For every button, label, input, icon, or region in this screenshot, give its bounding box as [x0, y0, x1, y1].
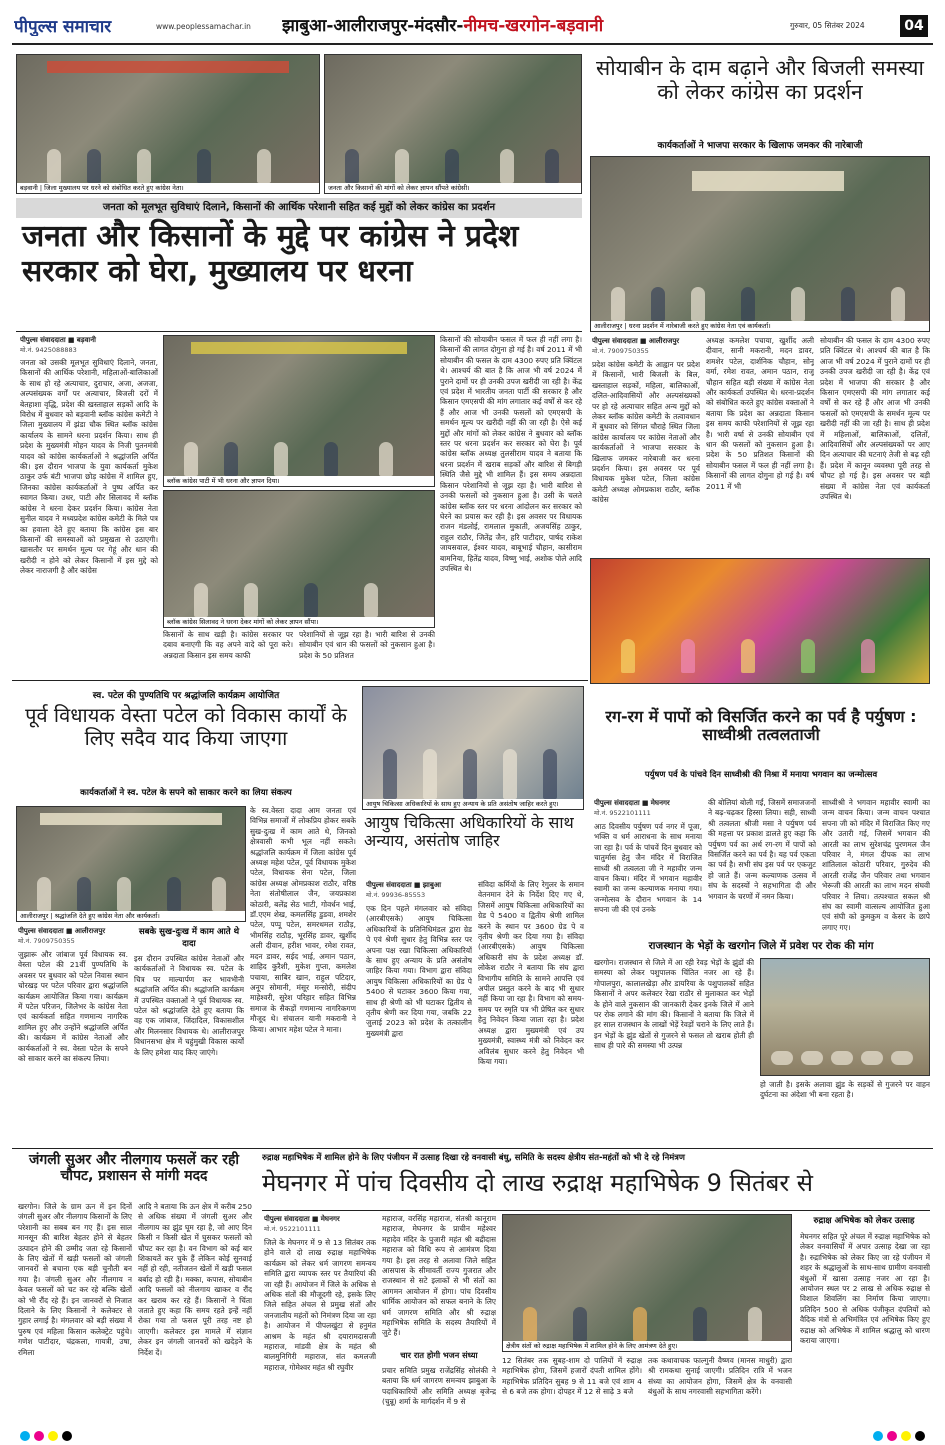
photo-caption: आलीराजपुर | धरना प्रदर्शन में नारेबाजी करते हुए कांग्रेस नेता एवं कार्यकर्ता।: [591, 321, 929, 331]
color-swatch: [915, 1431, 925, 1441]
photo-caption: जनता और किसानों की मांगों को लेकर ज्ञापन सौंपते कांग्रेसी।: [325, 183, 581, 193]
story1-col4: किसानों की सोयाबीन फसल में फल ही नहीं लगा है। किसानों की लागत दोगुना हो गई है। वर्ष 2011 में भी सोयाबीन की फसल के दाम 4300 रुपए प्रति क्विंटल थे। आश्चर्य की बात है कि आज भी वर्ष 2024 में पुराने दामों पर ही उनकी उपज खरीदी जा रही है। केंद्र एवं प्रदेश में भारतीय जनता पार्टी की सरकार है और किसान एमएसपी की मांग लगातार कई वर्षों से कर रहे हैं और आज भी उनकी फसलों को एमएसपी के समर्थन मूल्य पर खरीदी नहीं की जा रही है। ऐसे कई मुद्दों और मांगों को लेकर कांग्रेस ने बुधवार को ब्लॉक स्तर पर धरना प्रदर्शन कर सरकार को घेरा है। पूर्व कांग्रेस ब्लॉक अध्यक्ष तुलसीराम यादव ने बताया कि धरना प्रदर्शन में खराब सड़कों और बारिश से बिगड़ी स्थिति जैसे मुद्दे भी शामिल हैं। इस समय अन्नदाता किसान परेशानियों से जूझ रहा है। भारी बारिश से उनकी फसलों को नुकसान हुआ है। उसी के चलते कांग्रेस ब्लॉक स्तर पर धरना आंदोलन कर सरकार को घेरने का प्रयास कर रही है। इस अवसर पर विधायक राजन मंडलोई, रामलाल मुकाती, अजयसिंह ठाकुर, राहुल राठौर, जितेंद्र जैन, हरि पाटीदार, पार्षद राकेश जायसवाल, ईश्वर यादव, बाबूभाई चौहान, कासीराम बामनिया, हितेंद्र यादव, विष्णु भाई, अशोक पोले आदि उपस्थित थे।: [440, 335, 582, 573]
story1-photo-silawad: [163, 490, 435, 628]
story2-photo: [590, 156, 930, 332]
photo-figure: [395, 149, 409, 183]
photo-figure: [37, 877, 51, 911]
photo-figure: [212, 877, 226, 911]
photo-figure: [771, 1051, 793, 1065]
story2-headline: सोयाबीन के दाम बढ़ाने और बिजली समस्या को लेकर कांग्रेस का प्रदर्शन: [596, 56, 924, 105]
photo-banner: [692, 171, 844, 191]
section-rule: [12, 1148, 933, 1149]
byline-reporter: पीपुल्स संवाददाता: [592, 337, 638, 345]
story6-col2: हो जाती है। इसके अलावा झुंड के सड़कों से गुजरने पर वाहन दुर्घटना का अंदेशा भी बना रहता है।: [760, 1080, 930, 1100]
print-color-bar: [0, 1430, 945, 1442]
color-swatch: [62, 1431, 72, 1441]
photo-caption: आयुष चिकित्सा अधिकारियों के साथ हुए अन्याय के प्रति असंतोष जाहिर करते हुए।: [363, 799, 583, 809]
story8-side-col: मेघनगर सहित पूरे अंचल में रुद्राक्ष महाभिषेक को लेकर वनवासियों में अपार उत्साह देखा जा रहा है। रुद्राभिषेक को लेकर किए जा रहे पंजीयन में शहर के श्रद्धालुओं के साथ-साथ ग्रामीण वनवासी बंधुओं में खासा उत्साह नजर आ रहा है। आयोजन स्थल पर 2 लाख से अधिक रुद्राक्ष से विशाल शिवलिंग का निर्माण किया जाएगा। प्रतिदिन 500 से अधिक पंजीकृत दंपतियों को वैदिक मंत्रों से अभिमंत्रित एवं अभिषेक किए हुए रुद्राक्ष को अभिषेक में शामिल श्रद्धालु को धारण कराया जाएगा।: [800, 1232, 930, 1346]
photo-figure: [167, 877, 181, 911]
photo-banner: [47, 61, 289, 73]
region-secondary: नीमच-खरगोन-बड़वानी: [463, 16, 604, 36]
story8-rule: [262, 1210, 930, 1211]
photo-figure: [891, 1051, 913, 1065]
story5-photo: [590, 558, 930, 684]
masthead-rule: [12, 43, 933, 45]
byline-mobile: मो.नं. 9522101111: [594, 809, 651, 817]
masthead: [0, 0, 945, 48]
story5-headline: रग-रग में पापों को विसर्जित करने का पर्व है पर्युषण : साध्वीश्री तत्वलताजी: [605, 707, 917, 745]
story8-kicker: रुद्राक्ष महाभिषेक में शामिल होने के लिए पंजीयन में उत्साह दिखा रहे वनवासी बंधु, समिति के सदस्य क्षेत्रीय संत-महंतों को भी दे रहे निमंत्रण: [262, 1152, 685, 1162]
story6-col1: खरगोन। राजस्थान से जिले में आ रही रेवड़ भेड़ों के झुंडों की समस्या को लेकर पशुपालक चिंतित नजर आ रहे हैं। गोपालपुरा, कालालखेड़ा और डायरिया के पशुपालकों सहित किसानों ने अपर कलेक्टर रेखा राठौर से मुलाकात कर भेड़ों के होने वाले नुकसान की जानकारी देकर इनके जिले में आने पर रोक लगाने की मांग की। किसानों ने बताया कि जिले में हर साल राजस्थान के लाखों भेड़ें रेवड़ों चराने के लिए लाते हैं। इन भेड़ों के झुंड खेतों से गुजरने से फसल तो खराब होती ही साथ ही पारे की समस्या भी उत्पन्न: [594, 958, 754, 1051]
photo-figure: [621, 639, 635, 673]
story3-col2: इस दौरान उपस्थित कांग्रेस नेताओं और कार्यकर्ताओं ने विधायक स्व. पटेल के चित्र पर माल्यार्पण कर भावभीनी श्रद्धांजलि अर्पित की। श्रद्धांजलि कार्यक्रम में उपस्थित वक्ताओं ने पूर्व विधायक स्व. पटेल को श्रद्धांजलि देते हुए बताया कि वह एक जांबाज, जिंदादिल, विकासशील और मिलनसार विधायक थे। आलीराजपुर विधानसभा क्षेत्र में चहुंमुखी विकास कार्यों के लिए हमेशा याद किए जाएंगे।: [134, 954, 244, 1057]
page-number: 04: [900, 15, 928, 37]
photo-caption: बड़वानी | जिला मुख्यालय पर धरने को संबोधित करते हुए कांग्रेस नेता।: [17, 183, 319, 193]
masthead-date: गुरुवार, 05 सितंबर 2024: [790, 21, 865, 30]
story4-photo: [362, 686, 584, 810]
photo-figure: [831, 1051, 853, 1065]
story8-col1: जिले के मेघनगर में 9 से 13 सितंबर तक होने वाले दो लाख रुद्राक्ष महाभिषेक कार्यक्रम को लेकर धर्म जागरण समन्वय समिति द्वारा व्यापक स्तर पर तैयारियां की जा रही हैं। आयोजन में जिले के अधिक से अधिक संतों की मौजूदगी रहे, इसके लिए जिले सहित अंचल से प्रमुख संतों और जनजातीय महंतों को निमंत्रण दिया जा रहा है। आयोजन में पीपलखुंटा से हनुमंत आश्रम के महंत श्री दयारामदासजी महाराज, मांडवी क्षेत्र के महंत श्री बालमुनिगिरी महाराज, संत कमलजी महाराज, गोमेश्वर महंत श्री रघुवीर: [264, 1238, 376, 1372]
byline-reporter: पीपुल्स संवाददाता: [18, 927, 64, 935]
photo-figure: [861, 1051, 883, 1065]
byline-mobile: मो.नं. 99936-85553: [366, 891, 426, 899]
story1-photo-right: [324, 54, 582, 194]
story7-headline: जंगली सुअर और नीलगाय फसलें कर रही चौपट, प्रशासन से मांगी मदद: [28, 1152, 240, 1185]
photo-figure: [445, 149, 459, 183]
photo-figure: [523, 1307, 537, 1341]
photo-figure: [194, 583, 208, 617]
photo-figure: [257, 149, 271, 183]
photo-figure: [633, 1307, 647, 1341]
color-swatch: [887, 1431, 897, 1441]
story4-col2: संविदा कर्मियों के लिए रेगुलर के समान वेतनमान देने के निर्देश दिए गए थे, जिसमें आयुष चिकित्सा अधिकारियों का ग्रेड पे 5400 व द्वितीय श्रेणी शामिल करने के स्थान पर 3600 ग्रेड पे व तृतीय श्रेणी कर दिया गया है। संविदा (आरबीएसके) आयुष चिकित्सा अधिकारी संघ के प्रदेश अध्यक्ष डॉ. लोकेश राठौर ने बताया कि संघ द्वारा विभागीय समिति के सामने आपत्ति एवं अपील प्रस्तुत करने के बाद भी सुधार नहीं किया जा रहा है। विभाग को समय-समय पर स्मृति पत्र भी प्रेषित कर सुधार हेतु निवेदन किया जाता रहा है। प्रदेश अध्यक्ष द्वारा मुख्यमंत्री एवं उप मुख्यमंत्री, स्वास्थ्य मंत्री को निवेदन कर अविलंब सुधार करने हेतु निवेदन भी किया गया।: [478, 880, 584, 1066]
story1-headline: जनता और किसानों के मुद्दे पर कांग्रेस ने प्रदेश सरकार को घेरा, मुख्यालय पर धरना: [22, 219, 519, 289]
photo-figure: [741, 639, 755, 673]
story3-col3: के स्व.वेस्ता दादा आम जनता एवं विभिन्न समाजों में लोकप्रिय होकर सबके सुख-दुःख में काम आते थे, जिनको क्षेत्रवासी कभी भूल नहीं सकते। श्रद्धांजलि कार्यक्रम में जिला कांग्रेस पूर्व अध्यक्ष महेश पटेल, पूर्व विधायक मुकेश पटेल, विधायक सेना पटेल, जिला कांग्रेस अध्यक्ष ओमप्रकाश राठौर, वरिष्ठ नेता संतोषीलाल जैन, जयप्रकाश कोठारी, बलेंद्र सेठ भाटी, गोवर्धन भाई, डॉ.एएम शेख, कमलसिंह डुडवा, शमशेर पटेल, पप्पू पटेल, समरथमल राठौड़, भीमसिंह राठौड़, भूरसिंह डावर, खुर्शीद अली दीवान, हरीश भावर, रमेश रावत, मदन डावर, सईद भाई, अमान पठान, शाहिद कुरैशी, मुकेश गुप्ता, कमलेश पचाया, साबिर खान, राहुल पटिदार, अनूप सोमानी, मंसूर मन्सोरी, संदीप माहेश्वरी, सुरेश परिहार सहित विभिन्न समाज के सैकड़ों गणमान्य नागरिकगण मौजूद थे। संचालन यानी मकरानी ने किया। आभार महेश पटेल ने माना।: [250, 806, 356, 1034]
masthead-logo: पीपुल्स समाचार: [14, 17, 112, 36]
masthead-website: www.peoplessamachar.in: [156, 22, 251, 31]
story8-photo: [502, 1214, 792, 1352]
photo-figure: [500, 149, 514, 183]
story5-col1: आठ दिवसीय पर्युषण पर्व नगर में पूजा, भक्ति व धर्म आराधना के साथ मनाया जा रहा है। पर्व के पांचवें दिन बुधवार को चातुर्मास हेतु जैन मंदिर में विराजित साध्वी श्री तत्वलता जी ने महावीर जन्म वाचन किया। मंदिर में भगवान महावीर स्वामी का जन्म कल्याणक मनाया गया। जन्मोत्सव के दौरान भगवान के 14 सपना जी की एवं उनके: [594, 822, 702, 915]
byline-place: मेघनगर: [650, 799, 670, 807]
photo-figure: [741, 287, 755, 321]
story6-headline: राजस्थान के भेड़ों के खरगोन जिले में प्रवेश पर रोक की मांग: [648, 940, 874, 952]
photo-figure: [423, 749, 437, 799]
byline-place: आलीराजपुर: [648, 337, 680, 345]
photo-figure: [891, 287, 905, 321]
photo-figure: [324, 442, 338, 476]
section-rule: [12, 680, 588, 681]
story8-col3: 12 सितंबर तक सुबह-शाम दो पालियों में रुद्राक्ष महाभिषेक होगा, जिसमें हजारों दंपती शामिल होंगे। महाभिषेक प्रतिदिन सुबह 9 से 11 बजे एवं शाम 4 से 6 बजे तक होगा। दोपहर में 12 से साढ़े 3 बजे: [502, 1356, 642, 1397]
photo-figure: [383, 749, 397, 799]
story8-col2: महाराज, वरसिंह महाराज, संतश्री कानूराम महाराज, मेघनगर के प्राचीन महेश्वर महादेव मंदिर के पुजारी महंत श्री बद्रीदास महाराज को विधि रूप से आमंत्रण दिया गया है। इस तरह से अलावा जिले सहित आसपास के सीमावर्ती राज्य गुजरात और राजस्थान से सटे इलाकों से भी संतों का आगमन आयोजन में होगा। पांच दिवसीय धार्मिक आयोजन को सफल बनाने के लिए धर्म जागरण समिति और श्री रुद्राक्ष महाभिषेक समिति के सदस्य तैयारियों में जुटे हैं।: [382, 1214, 496, 1338]
story8-side-head: रुद्राक्ष अभिषेक को लेकर उत्साह: [813, 1216, 915, 1226]
story8-col4: तक कथावाचक फाल्गुनी वैष्णव (मानस माधुरी) द्वारा श्री रामकथा सुनाई जाएगी। प्रतिदिन रात्रि में भजन संध्या का आयोजन होगा, जिसमें क्षेत्र के वनवासी बंधुओं के साथ नगरवासी सहभागिता करेंगे।: [648, 1356, 792, 1397]
story1-col1: जनता को उसकी मूलभूत सुविधाएं दिलाने, जनता, किसानों की आर्थिक परेशानी, महिलाओं-बालिकाओं के साथ हो रहे अत्याचार, दुराचार, अजा, अजजा, अल्पसंख्यक वर्गों पर अत्याचार, बिजली दरों में बेतहाशा वृद्धि, प्रदेश की खस्ताहाल सड़कों आदि के विरोध में बुधवार को बड़वानी ब्लॉक कांग्रेस कमेटी ने जिला मुख्यालय में झंडा चौक स्थित ब्लॉक कांग्रेस कार्यालय के सामने धरना प्रदर्शन किया। साथ ही प्रदेश के मुख्यमंत्री मोहन यादव के निजी पुतनमंत्री यादव को कांग्रेस कार्यकर्ताओं ने श्रद्धांजलि अर्पित की। इस दौरान भाजपा के युवा कार्यकर्ता मुकेश ठाकुर उर्फ बंटी भाजपा छोड़ कांग्रेस में शामिल हुए, जिनका कांग्रेस कार्यकर्ताओं ने पुष्प अर्पित कर स्वागत किया। उधर, पाटी और सिलावद में ब्लॉक कांग्रेस ने धरना देकर प्रदर्शन किया। कांग्रेस नेता सुनील यादव ने मध्यप्रदेश कांग्रेस कमेटी के मिले पत्र का हवाला देते हुए बताया कि कांग्रेस इस बार किसानों की समस्याओं को प्रमुखता से उठाएगी। खासतौर पर समर्थन मूल्य पर गेहूं और धान की खरीदी न होने को लेकर किसानों में इस मुद्दे को लेकर नाराजगी है और कांग्रेस: [20, 358, 158, 576]
photo-figure: [841, 287, 855, 321]
byline-mobile: मो.नं. 9425088883: [20, 346, 77, 354]
story8-headline: मेघनगर में पांच दिवसीय दो लाख रुद्राक्ष महाभिषेक 9 सितंबर से: [262, 1169, 814, 1197]
photo-figure: [345, 149, 359, 183]
masthead-region: [282, 13, 802, 39]
color-swatch: [34, 1431, 44, 1441]
color-swatch: [901, 1431, 911, 1441]
byline-reporter: पीपुल्स संवाददाता: [594, 799, 640, 807]
photo-figure: [224, 442, 238, 476]
story1-photo-left: [16, 54, 320, 194]
story3-headline: पूर्व विधायक वेस्ता पटेल को विकास कार्यों के लिए सदैव याद किया जाएगा: [25, 703, 347, 750]
photo-caption: ब्लॉक कांग्रेस पाटी में भी धरना और ज्ञापन दिया।: [164, 476, 434, 486]
story5-byline: पीपुल्स संवाददाता ■ मेघनगर मो.नं. 9522101111: [594, 798, 702, 820]
story1-col2: किसानों के साथ खड़ी है। कांग्रेस सरकार पर दबाव बनाएगी कि वह अपने वादे को पूरा करे। अन्नदाता किसान इस समय काफी: [163, 630, 293, 660]
story5-col2: की बोलियां बोली गईं, जिसमें समाजजनों ने बढ़-चढ़कर हिस्सा लिया। सही, साध्वी श्री तत्वलता श्रीजी मसा ने पर्युषण पर्व की महत्ता पर प्रकाश डालते हुए कहा कि पर्युषण पर्व का अर्थ रग-रग में पापों को विसर्जित करने का पर्व है। यह पर्व एकता का पर्व है। सभी संघ इस पर्व पर एकजुट हो जाते हैं। जन्म कल्याणक उत्सव में संघ के सदस्यों ने सहभागिता दी और भगवान के चरणों में नमन किया।: [708, 798, 816, 901]
region-primary: झाबुआ-आलीराजपुर-मंदसौर-: [282, 16, 464, 36]
story1-kicker: जनता को मूलभूत सुविधाएं दिलाने, किसानों की आर्थिक परेशानी सहित कई मुद्दों को लेकर कांग्रेस का प्रदर्शन: [16, 198, 582, 218]
photo-figure: [364, 583, 378, 617]
story4-headline: आयुष चिकित्सा अधिकारियों के साथ अन्याय, असंतोष जाहिर: [364, 813, 574, 851]
story1-rule: [16, 331, 582, 332]
photo-caption: ब्लॉक कांग्रेस सिलावद ने धरना देकर मांगों को लेकर ज्ञापन सौंपा।: [164, 617, 434, 627]
photo-figure: [651, 287, 665, 321]
photo-figure: [611, 287, 625, 321]
photo-figure: [543, 749, 557, 799]
photo-figure: [184, 442, 198, 476]
photo-figure: [801, 1051, 823, 1065]
photo-figure: [681, 639, 695, 673]
byline-place: आलीराजपुर: [74, 927, 106, 935]
photo-caption: क्षेत्रीय संतों को रुद्राक्ष महाभिषेक में शामिल होने के लिए आमंत्रण देते हुए।: [503, 1341, 791, 1351]
photo-banner: [191, 342, 407, 354]
photo-figure: [573, 1307, 587, 1341]
story1-col3: परेशानियों से जूझ रहा है। भारी बारिश से उनकी सोयाबीन एवं धान की फसलों को नुकसान हुआ है। प्रदेश के 50 प्रतिशत: [299, 630, 435, 660]
story3-photo: [16, 806, 246, 922]
story3-subhead: कार्यकर्ताओं ने स्व. पटेल के सपने को साकार करने का लिया संकल्प: [80, 788, 292, 798]
story7-col1: खरगोन। जिले के ग्राम ऊन में इन दिनों जंगली सुअर और नीलगाय किसानों के लिए परेशानी का सबब बन गए हैं। इस साल मानसून की बारिश बेहतर होने से बेहतर उत्पादन होने की उम्मीद जता रहे किसानों के लिए खेतों में खड़ी फसलों को जंगली जानवरों से बचाना एक बड़ी चुनौती बन गया है। जंगली सुअर और नीलगाय न केवल फसलों को चट कर रहे बल्कि खेतों को भी रौंद रहे हैं। इन जानवरों से निजात दिलाने के लिए किसानों ने कलेक्टर से गुहार लगाई है। मंगलवार को बड़ी संख्या में पुरुष एवं महिला किसान कलेक्ट्रेट पहुंचे। गणेश पाटीदार, चंद्रकला, गायत्री, उषा, रमिला: [18, 1202, 132, 1357]
photo-banner: [40, 813, 222, 825]
story2-col3: सोयाबीन की फसल के दाम 4300 रुपए प्रति क्विंटल थे। आश्चर्य की बात है कि आज भी वर्ष 2024 में पुराने दामों पर ही उनकी उपज खरीदी जा रही है। केंद्र एवं प्रदेश में भाजपा की सरकार है और किसान एमएसपी की मांग लगातार कई वर्षों से कर रहे हैं और आज भी उनकी फसलों को एमएसपी के समर्थन मूल्य पर खरीदी नहीं की जा रही है। साथ ही प्रदेश में महिलाओं, बालिकाओं, दलितों, आदिवासियों और अल्पसंख्यकों पर आए दिन अत्याचार की घटनाएं तेजी से बढ़ रही हैं। प्रदेश में कानून व्यवस्था पूरी तरह से चौपट हो गई है। इस अवसर पर बड़ी संख्या में कांग्रेस नेता एवं कार्यकर्ता उपस्थित थे।: [820, 336, 930, 502]
story6-photo: [760, 958, 930, 1076]
story5-kicker: पर्युषण पर्व के पांचवे दिन साध्वीश्री की निश्रा में मनाया भगवान का जन्मोत्सव: [644, 769, 878, 779]
story2-kicker: कार्यकर्ताओं ने भाजपा सरकार के खिलाफ जमकर की नारेबाजी: [657, 141, 863, 151]
byline-mobile: मो.नं. 7909750355: [18, 937, 75, 945]
photo-figure: [87, 149, 101, 183]
photo-figure: [379, 442, 393, 476]
story2-col2: अध्यक्ष कमलेश पचाया, खुर्शीद अली दीवान, सानी मकरानी, मदन डावर, शमशेर पटेल, दार्शनिक चौहान, सोनू वर्मा, रमेश रावत, अमान पठान, राजू चौहान सहित बड़ी संख्या में कांग्रेस नेता और कार्यकर्ता उपस्थित थे। धरना-प्रदर्शन को संबोधित करते हुए कांग्रेस वक्ताओं ने बताया कि प्रदेश का अन्नदाता किसान इस समय काफी परेशानियों से जूझ रहा है। भारी वर्षा से उनकी सोयाबीन एवं धान की फसलों को नुकसान हुआ है। प्रदेश के 50 प्रतिशत किसानों की सोयाबीन फसल में फल ही नहीं लगा है। किसानों की लागत दोगुना हो गई है। वर्ष 2011 में भी: [706, 336, 814, 491]
story8-byline: पीपुल्स संवाददाता ■ मेघनगर मो.नं. 9522101111: [264, 1214, 376, 1236]
story8-mid-head: चार रात होगी भजन संध्या: [400, 1350, 478, 1360]
story3-mid-head: सबके सुख-दुःख में काम आते थे दादा: [138, 927, 240, 949]
photo-figure: [748, 1307, 762, 1341]
photo-figure: [691, 287, 705, 321]
byline-place: झाबुआ: [422, 881, 442, 889]
photo-figure: [77, 877, 91, 911]
photo-figure: [861, 639, 875, 673]
byline-place: बड़वानी: [76, 336, 96, 344]
byline-reporter: पीपुल्स संवाददाता: [366, 881, 412, 889]
story3-byline: पीपुल्स संवाददाता ■ आलीराजपुर मो.नं. 7909750355: [18, 926, 128, 948]
photo-figure: [197, 149, 211, 183]
photo-figure: [117, 877, 131, 911]
byline-place: मेघनगर: [320, 1215, 340, 1223]
story2-byline: पीपुल्स संवाददाता ■ आलीराजपुर मो.नं. 7909750355: [592, 336, 700, 358]
story3-kicker: स्व. पटेल की पुण्यतिथि पर श्रद्धांजलि कार्यक्रम आयोजित: [92, 691, 280, 701]
story8-col2b: प्रचार समिति प्रमुख राजेंद्रसिंह सोलंकी ने बताया कि धर्म जागरण समन्वय झाबुआ के पदाधिकारियों और समिति अध्यक्ष बृजेन्द्र (चुन्नू) शर्मा के मार्गदर्शन में 9 से: [382, 1366, 496, 1407]
story4-col1: एक दिन पहले मंगलवार को संविदा (आरबीएसके) आयुष चिकित्सा अधिकारियों के प्रतिनिधिमंडल द्वारा ग्रेड पे एवं श्रेणी सुधार हेतु विभिन्न स्तर पर अपना पक्ष रखा चिकित्सा अधिकारियों के साथ हुए अन्याय के प्रति असंतोष जाहिर किया गया। विभाग द्वारा संविदा आयुष चिकित्सा अधिकारियों का ग्रेड पे 5400 से घटाकर 3600 किया गया, साथ ही श्रेणी को भी घटाकर द्वितीय से तृतीय श्रेणी कर दिया गया, जबकि 22 जुलाई 2023 को प्रदेश के तत्कालीन मुख्यमंत्री द्वारा: [366, 904, 472, 1038]
byline-mobile: मो.नं. 7909750355: [592, 347, 649, 355]
photo-figure: [693, 1307, 707, 1341]
story1-photo-pati: [163, 335, 435, 487]
story2-col1: प्रदेश कांग्रेस कमेटी के आह्वान पर प्रदेश में किसानों, भारी बिजली के बिल, खस्ताहाल सड़कों, महिला, बालिकाओं, दलित-आदिवासियों और अल्पसंख्यकों पर हो रहे अत्याचार सहित अन्य मुद्दों को लेकर ब्लॉक कांग्रेस कमेटी के तत्वावधान में बुधवार को सिंगल चौराहे स्थित जिला कांग्रेस कार्यालय पर कांग्रेस नेताओं और कार्यकर्ताओं ने भाजपा सरकार के खिलाफ जमकर नारेबाजी कर धरना प्रदर्शन किया। इस अवसर पर पूर्व विधायक मुकेश पटेल, जिला कांग्रेस कमेटी अध्यक्ष ओमप्रकाश राठौर, ब्लॉक कांग्रेस: [592, 360, 700, 505]
byline-reporter: पीपुल्स संवाददाता: [264, 1215, 310, 1223]
story1-byline: पीपुल्स संवाददाता ■ बड़वानी मो.नं. 9425088883: [20, 335, 158, 357]
byline-mobile: मो.नं. 9522101111: [264, 1225, 321, 1233]
photo-figure: [791, 287, 805, 321]
story7-col2: आदि ने बताया कि ऊन क्षेत्र में करीब 250 से अधिक संख्या में जंगली सुअर और नीलगाय का झुंड घूम रहा है, जो आए दिन किसी न किसी खेत में घुसकर फसलों को चौपट कर रहा है। वन विभाग को कई बार शिकायतें कर चुके हैं लेकिन कोई सुनवाई नहीं हो रही, नतीजतन खेतों में खड़ी फसल बर्बाद हो रही है। मक्का, कपास, सोयाबीन आदि फसलों को नीलगाय खाकर व रौंद कर खराब कर रहे हैं। किसानों ने चिंता जताते हुए कहा कि समय रहते इन्हें नहीं रोका गया तो फसल पूरी तरह नष्ट हो जाएगी। कलेक्टर इस मामले में संज्ञान लेकर इन जंगली जानवरों को खदेड़ने के निर्देश दें।: [138, 1202, 252, 1357]
story3-col1: जुझारू और जांबाज पूर्व विधायक स्व. वेस्ता पटेल की 21वीं पुण्यतिथि के अवसर पर बुधवार को पटेल निवास स्थान चोरखड़ पर पटेल परिवार द्वारा श्रद्धांजलि कार्यक्रम आयोजित किया गया। कार्यक्रम में पटेल परिजन, जिलेभर के कांग्रेस नेता एवं कार्यकर्ता सहित गणमान्य नागरिक शामिल हुए और उन्होंने श्रद्धांजलि अर्पित की। कार्यक्रम में कांग्रेस नेताओं और कार्यकर्ताओं ने स्व. वेस्ता पटेल के सपने को साकार करने का संकल्प लिया।: [18, 950, 128, 1064]
photo-figure: [545, 149, 559, 183]
photo-figure: [47, 149, 61, 183]
photo-figure: [801, 639, 815, 673]
color-swatch: [48, 1431, 58, 1441]
story5-col3: साध्वीश्री ने भगवान महावीर स्वामी का जन्म वाचन किया। जन्म वाचन पश्चात सपना जी को मंदिर में विराजित किए गए और उतारी गई, जिसमें भगवान की आरती का लाभ सुरेशचंद्र पुरणमल जैन परिवार ने, मंगल दीपक का लाभ शांतिलाल कोठारी परिवार, गुरुदेव की आरती राजेंद्र जैन परिवार तथा भगवान भेरूजी की आरती का लाभ मदन संघवी परिवार ने लिया। तत्पश्चात सकल श्री संघ का स्वामी वात्सल्य आयोजित हुआ एवं संघी को कुमकुम व केसर के छापे लगाए गए।: [822, 798, 930, 932]
color-swatch: [873, 1431, 883, 1441]
photo-figure: [463, 749, 477, 799]
photo-figure: [274, 442, 288, 476]
story4-byline: पीपुल्स संवाददाता ■ झाबुआ मो.नं. 99936-85553: [366, 880, 472, 902]
color-swatch: [20, 1431, 30, 1441]
photo-figure: [304, 583, 318, 617]
byline-reporter: पीपुल्स संवाददाता: [20, 336, 66, 344]
photo-caption: आलीराजपुर | श्रद्धांजलि देते हुए कांग्रेस नेता और कार्यकर्ता।: [17, 911, 245, 921]
photo-figure: [503, 749, 517, 799]
photo-figure: [244, 583, 258, 617]
photo-figure: [137, 149, 151, 183]
